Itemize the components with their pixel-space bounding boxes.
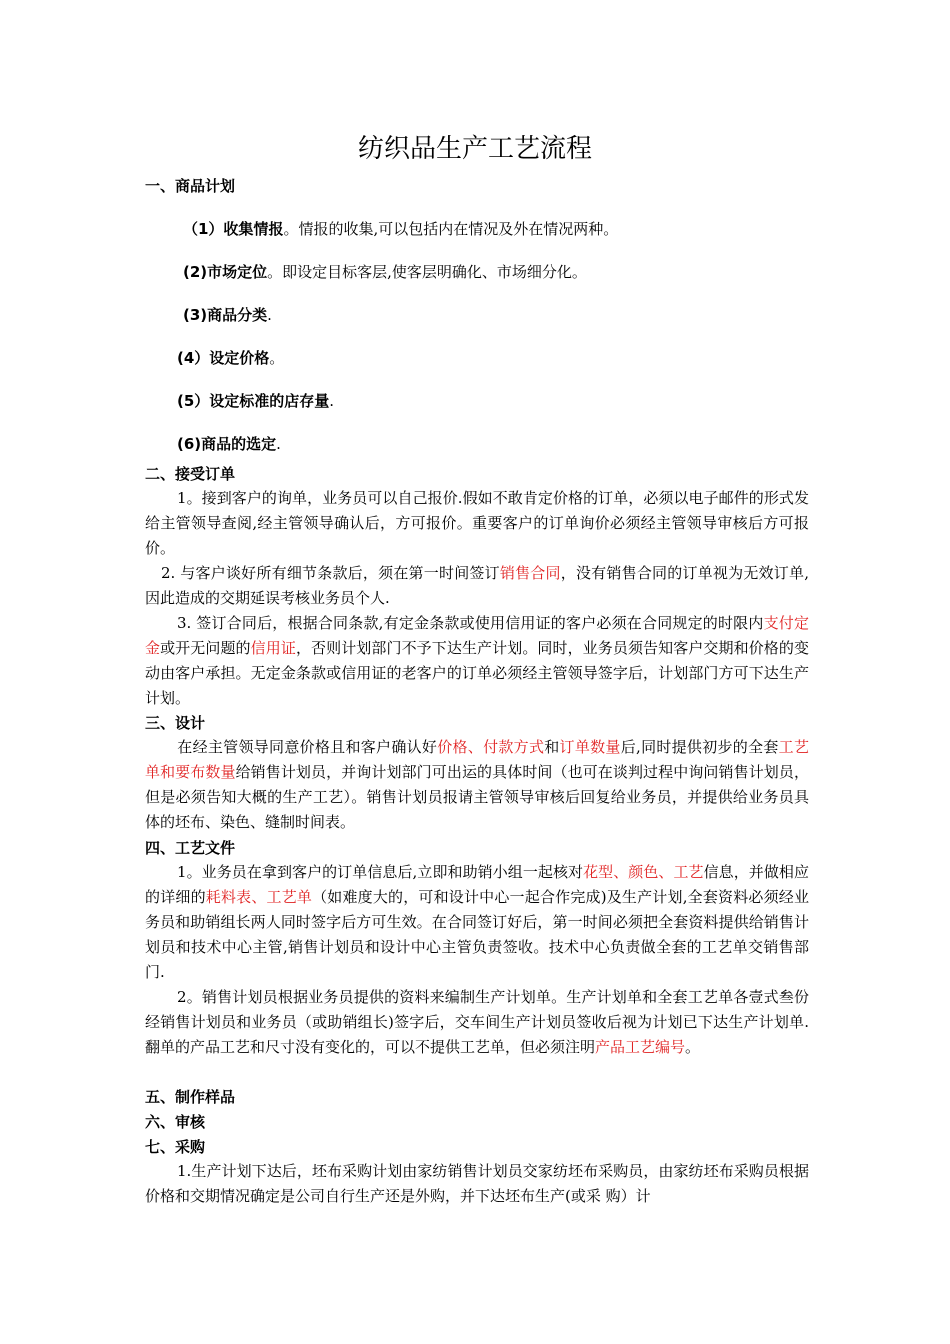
list-item-label: (4）设定价格: [177, 349, 270, 367]
section-heading-design: 三、设计: [145, 714, 206, 732]
paragraph-text: ，没有销售合同的订单视为无效订单,因此造成的交期延误考核业务员个人.: [145, 564, 809, 607]
list-item-text: .: [267, 306, 272, 324]
list-item-label: (5）设定标准的店存量: [177, 392, 330, 410]
section-heading-product-plan: 一、商品计划: [145, 177, 236, 195]
highlight-text: 信用证: [250, 639, 296, 657]
list-item-text: 。: [269, 349, 285, 367]
paragraph-text: 3. 签订合同后，根据合同条款,有定金条款或使用信用证的客户必须在合同规定的时限内: [177, 614, 764, 632]
paragraph-text: 2。销售计划员根据业务员提供的资料来编制生产计划单。生产计划单和全套工艺单各壹式叁份经销售计划员和业务员（或助销组长)签字后，交车间生产计划员签收后视为计划已下达生产计划单.翻单的产品工艺和尺寸没有变化的，可以不提供工艺单，但必须注明: [145, 988, 809, 1056]
paragraph: [145, 735, 809, 835]
paragraph-text: 后,同时提供初步的全套: [620, 738, 779, 756]
document-title: 纺织品生产工艺流程: [357, 134, 592, 164]
list-item-text: 。情报的收集,可以包括内在情况及外在情况两种。: [283, 220, 619, 238]
paragraph-text: 或开无问题的: [160, 639, 251, 657]
section-heading-review: 六、审核: [145, 1113, 206, 1131]
paragraph-text: 和: [544, 738, 560, 756]
highlight-text: 耗料表、工艺单: [205, 888, 313, 906]
paragraph-text: （如难度大的，可和设计中心一起合作完成)及生产计划,全套资料必须经业务员和助销组长两人同时签字后方可生效。在合同签订好后，第一时间必须把全套资料提供给销售计划员和技术中心主管,销售计划员和设计中心主管负责签收。技术中心负责做全套的工艺单交销售部门.: [145, 888, 809, 981]
list-item: [183, 303, 272, 327]
highlight-text: 销售合同: [499, 564, 561, 582]
paragraph-text: 1.生产计划下达后，坯布采购计划由家纺销售计划员交家纺坯布采购员，由家纺坯布采购员根据价格和交期情况确定是公司自行生产还是外购，并下达坯布生产(或采 购）计: [145, 1162, 809, 1205]
paragraph: [145, 611, 809, 711]
list-item: [177, 389, 334, 413]
list-item-label: (6)商品的选定: [177, 435, 277, 453]
section-heading-process-docs: 四、工艺文件: [145, 839, 236, 857]
highlight-text: 花型、颜色、工艺: [583, 863, 704, 881]
paragraph: [145, 561, 809, 611]
paragraph: [145, 486, 809, 561]
paragraph-text: 1。接到客户的询单，业务员可以自己报价.假如不敢肯定价格的订单，必须以电子邮件的形式发给主管领导查阅,经主管领导确认后，方可报价。重要客户的订单询价必须经主管领导审核后方可报价。: [145, 489, 809, 557]
highlight-text: 支付定金: [145, 614, 809, 657]
list-item-text: .: [276, 435, 281, 453]
section-heading-orders: 二、接受订单: [145, 465, 236, 483]
paragraph-text: 2. 与客户谈好所有细节条款后，须在第一时间签订: [161, 564, 500, 582]
paragraph-text: 信息，并做相应的详细的: [145, 863, 809, 906]
list-item: [183, 217, 618, 241]
highlight-text: 订单数量: [559, 738, 621, 756]
paragraph-text: 在经主管领导同意价格且和客户确认好: [177, 738, 438, 756]
list-item-label: （1）收集情报: [183, 220, 284, 238]
highlight-text: 产品工艺编号: [595, 1038, 686, 1056]
paragraph: [145, 985, 809, 1060]
list-item-label: (3)商品分类: [183, 306, 268, 324]
paragraph: [145, 860, 809, 985]
paragraph-text: 1。业务员在拿到客户的订单信息后,立即和助销小组一起核对: [177, 863, 584, 881]
list-item: [177, 432, 281, 456]
section-heading-samples: 五、制作样品: [145, 1088, 236, 1106]
paragraph-text: 。: [685, 1038, 701, 1056]
highlight-text: 工艺单和要布数量: [145, 738, 809, 781]
paragraph-text: 给销售计划员，并询计划部门可出运的具体时间（也可在谈判过程中询问销售计划员，但是必须告知大概的生产工艺）。销售计划员报请主管领导审核后回复给业务员，并提供给业务员具体的坯布、染色、缝制时间表。: [145, 763, 809, 831]
list-item-label: (2)市场定位: [183, 263, 268, 281]
highlight-text: 价格、付款方式: [437, 738, 545, 756]
section-heading-purchasing: 七、采购: [145, 1138, 206, 1156]
list-item-text: 。即设定目标客层,使客层明确化、市场细分化。: [267, 263, 587, 281]
paragraph: [145, 1159, 809, 1209]
list-item: [177, 346, 284, 370]
list-item: [183, 260, 587, 284]
paragraph-text: ，否则计划部门不予下达生产计划。同时，业务员须告知客户交期和价格的变动由客户承担。无定金条款或信用证的老客户的订单必须经主管领导签字后，计划部门方可下达生产计划。: [145, 639, 809, 707]
list-item-text: .: [329, 392, 335, 410]
